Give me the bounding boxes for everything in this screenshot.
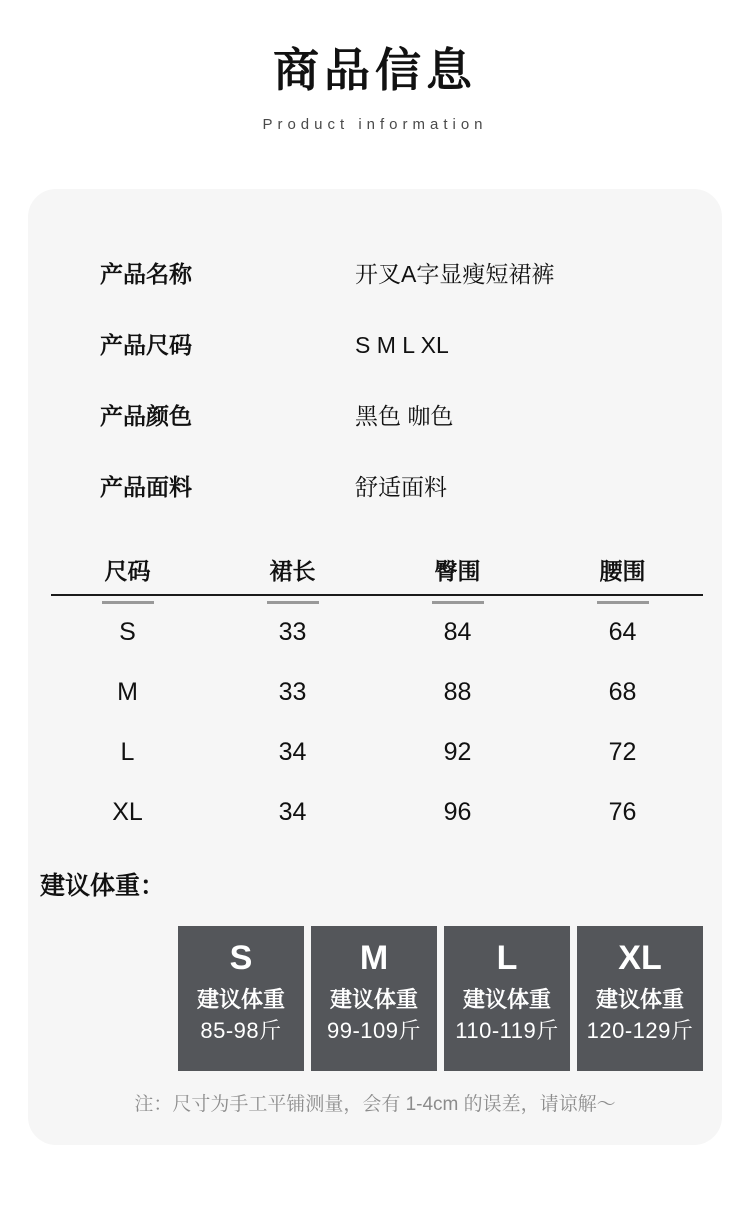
page-title: 商品信息 bbox=[273, 44, 477, 96]
attribute-value: 舒适面料 bbox=[355, 474, 447, 500]
cell-waist: 76 bbox=[608, 798, 637, 826]
weight-box-range: 110-119斤 bbox=[455, 1018, 559, 1043]
product-attributes bbox=[28, 259, 722, 502]
cell-size: XL bbox=[112, 798, 143, 826]
weight-box-caption: 建议体重 bbox=[196, 987, 285, 1012]
cell-size: L bbox=[120, 738, 135, 766]
cell-hip: 92 bbox=[443, 738, 472, 766]
table-row bbox=[45, 782, 705, 842]
column-header-length: 裙长 bbox=[210, 556, 375, 602]
column-header-hip: 臀围 bbox=[375, 556, 540, 602]
attribute-value: 黑色 咖色 bbox=[355, 403, 454, 429]
cell-waist: 64 bbox=[608, 618, 637, 646]
size-table bbox=[45, 556, 705, 842]
table-row bbox=[45, 602, 705, 662]
weight-box-range: 120-129斤 bbox=[586, 1018, 694, 1043]
cell-length: 33 bbox=[278, 678, 307, 706]
attribute-label: 产品名称 bbox=[100, 261, 192, 287]
weight-box-s bbox=[178, 926, 304, 1071]
weight-box-range: 85-98斤 bbox=[200, 1018, 282, 1043]
attribute-value: 开叉A字显瘦短裙裤 bbox=[355, 261, 555, 287]
measurement-note: 注：尺寸为手工平铺测量，会有 1-4cm 的误差，请谅解～ bbox=[134, 1094, 616, 1115]
column-header-waist: 腰围 bbox=[540, 556, 705, 602]
cell-size: S bbox=[119, 618, 136, 646]
attribute-label: 产品面料 bbox=[100, 474, 192, 500]
attribute-label: 产品尺码 bbox=[100, 332, 192, 358]
weight-box-caption: 建议体重 bbox=[329, 987, 418, 1012]
cell-length: 34 bbox=[278, 798, 307, 826]
cell-waist: 68 bbox=[608, 678, 637, 706]
weight-box-range: 99-109斤 bbox=[326, 1018, 421, 1043]
weight-box-size: M bbox=[359, 939, 389, 977]
cell-hip: 88 bbox=[443, 678, 472, 706]
cell-size: M bbox=[117, 678, 138, 706]
attribute-row-size bbox=[100, 330, 722, 360]
attribute-label: 产品颜色 bbox=[100, 403, 192, 429]
attribute-row-name bbox=[100, 259, 722, 289]
weight-box-caption: 建议体重 bbox=[462, 987, 551, 1012]
cell-hip: 84 bbox=[443, 618, 472, 646]
weight-box-size: L bbox=[496, 939, 518, 977]
cell-waist: 72 bbox=[608, 738, 637, 766]
weight-box-caption: 建议体重 bbox=[595, 987, 684, 1012]
cell-length: 34 bbox=[278, 738, 307, 766]
attribute-row-fabric bbox=[100, 472, 722, 502]
weight-box-size: XL bbox=[618, 939, 662, 977]
table-row bbox=[45, 722, 705, 782]
weight-box-m bbox=[311, 926, 437, 1071]
cell-hip: 96 bbox=[443, 798, 472, 826]
product-info-card bbox=[28, 189, 722, 1145]
cell-length: 33 bbox=[278, 618, 307, 646]
page-subtitle: Product information bbox=[262, 116, 488, 133]
column-header-size: 尺码 bbox=[45, 556, 210, 602]
table-row bbox=[45, 662, 705, 722]
weight-box-xl bbox=[577, 926, 703, 1071]
attribute-value: S M L XL bbox=[355, 332, 449, 358]
weight-box-l bbox=[444, 926, 570, 1071]
weight-box-size: S bbox=[229, 939, 253, 977]
attribute-row-color bbox=[100, 401, 722, 431]
suggested-weight-label: 建议体重： bbox=[40, 872, 166, 900]
size-table-header bbox=[45, 556, 705, 602]
suggested-weight-boxes bbox=[178, 926, 722, 1071]
